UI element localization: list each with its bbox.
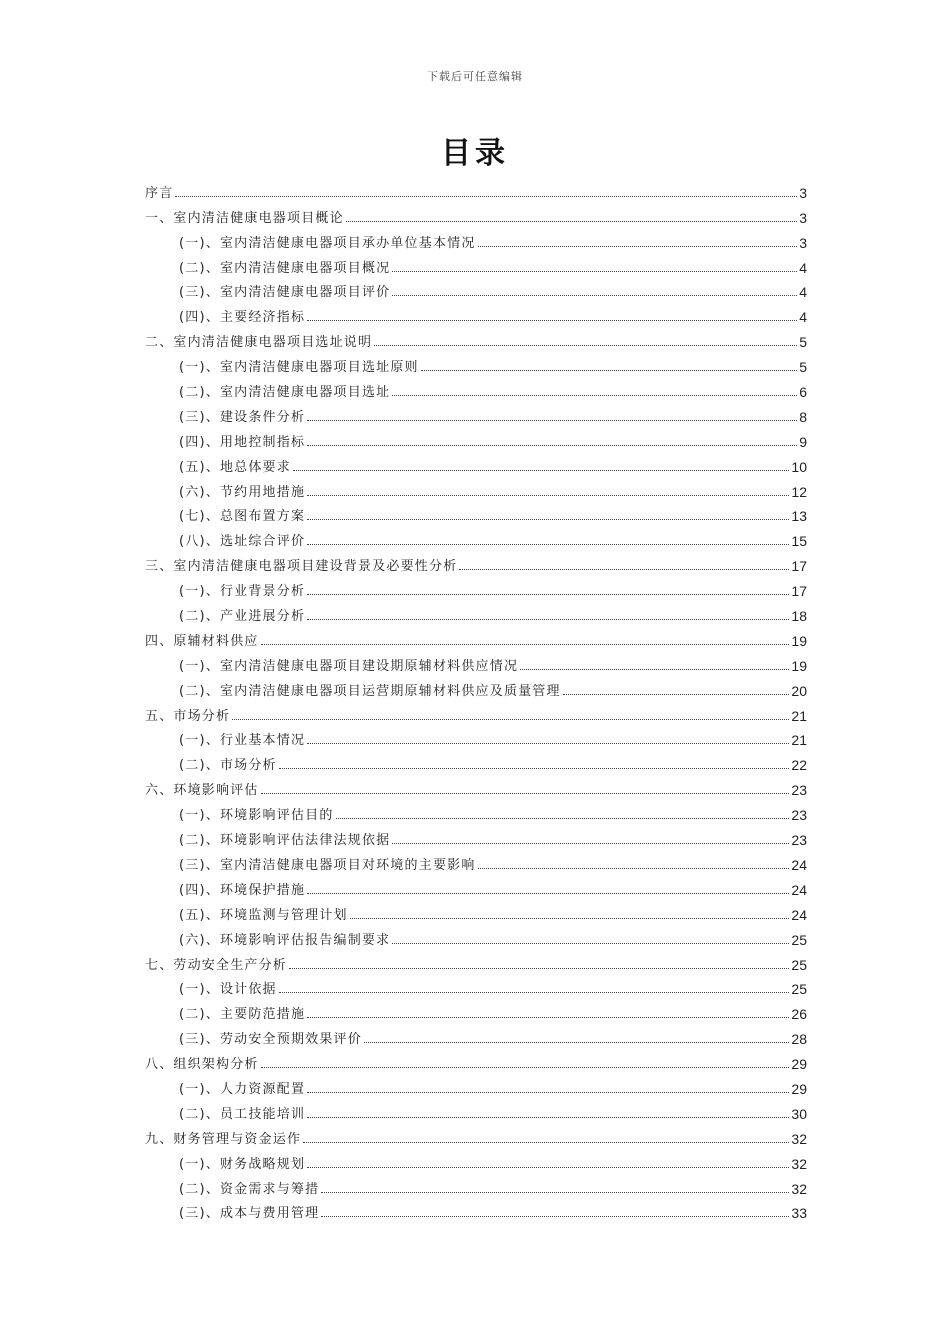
toc-entry[interactable]: [145, 400, 807, 425]
toc-entry-title: 九、财务管理与资金运作: [145, 1131, 302, 1147]
toc-dot-leader: [321, 1216, 789, 1217]
toc-entry-title: (四)、环境保护措施: [179, 882, 306, 898]
toc-entry-title: (一)、人力资源配置: [179, 1081, 306, 1097]
toc-dot-leader: [364, 1042, 789, 1043]
toc-entry[interactable]: [145, 1047, 807, 1072]
toc-dot-leader: [307, 743, 789, 744]
toc-dot-leader: [261, 793, 790, 794]
toc-page-number: 21: [791, 732, 807, 749]
toc-entry-title: (二)、产业进展分析: [179, 609, 306, 625]
toc-dot-leader: [478, 246, 798, 247]
toc-entry-title: 七、劳动安全生产分析: [145, 957, 288, 973]
toc-entry[interactable]: [145, 848, 807, 873]
toc-entry-title: (一)、室内清洁健康电器项目承办单位基本情况: [179, 235, 476, 251]
toc-entry[interactable]: [145, 549, 807, 574]
toc-page-number: 23: [791, 832, 807, 849]
toc-dot-leader: [307, 420, 797, 421]
toc-entry-title: (一)、行业基本情况: [179, 733, 306, 749]
toc-entry[interactable]: [145, 325, 807, 350]
toc-entry[interactable]: [145, 524, 807, 549]
toc-page-number: 29: [791, 1056, 807, 1073]
toc-dot-leader: [232, 719, 789, 720]
toc-entry[interactable]: [145, 798, 807, 823]
toc-page-number: 18: [791, 608, 807, 625]
toc-page-number: 5: [799, 359, 807, 376]
toc-dot-leader: [261, 644, 790, 645]
toc-dot-leader: [392, 295, 797, 296]
toc-entry[interactable]: [145, 1147, 807, 1172]
toc-entry[interactable]: [145, 350, 807, 375]
toc-entry[interactable]: [145, 276, 807, 301]
toc-entry-title: (二)、员工技能培训: [179, 1106, 306, 1122]
toc-entry[interactable]: [145, 450, 807, 475]
toc-entry-title: 四、原辅材料供应: [145, 633, 259, 649]
toc-page-number: 4: [799, 309, 807, 326]
toc-entry-title: 三、室内清洁健康电器项目建设背景及必要性分析: [145, 559, 458, 575]
toc-entry[interactable]: [145, 425, 807, 450]
toc-page-number: 17: [791, 558, 807, 575]
toc-entry-title: (二)、资金需求与筹措: [179, 1181, 320, 1197]
toc-dot-leader: [307, 1017, 789, 1018]
toc-entry[interactable]: [145, 1172, 807, 1197]
toc-page-number: 10: [791, 458, 807, 475]
toc-entry-title: (三)、建设条件分析: [179, 409, 306, 425]
toc-dot-leader: [307, 445, 797, 446]
toc-page-number: 33: [791, 1205, 807, 1222]
toc-entry-title: 序言: [145, 185, 174, 201]
toc-entry-title: 一、室内清洁健康电器项目概论: [145, 210, 344, 226]
toc-dot-leader: [336, 818, 790, 819]
toc-dot-leader: [279, 768, 790, 769]
toc-entry[interactable]: [145, 1022, 807, 1047]
toc-page-number: 3: [799, 184, 807, 201]
toc-entry-title: (一)、室内清洁健康电器项目建设期原辅材料供应情况: [179, 658, 519, 674]
toc-dot-leader: [374, 345, 797, 346]
toc-page-number: 17: [791, 583, 807, 600]
toc-entry-title: (六)、节约用地措施: [179, 484, 306, 500]
toc-page-number: 32: [791, 1180, 807, 1197]
toc-entry-title: (五)、地总体要求: [179, 459, 291, 475]
toc-dot-leader: [478, 868, 790, 869]
toc-page-number: 24: [791, 881, 807, 898]
toc-entry[interactable]: [145, 1072, 807, 1097]
toc-page-number: 3: [799, 209, 807, 226]
toc-entry[interactable]: [145, 176, 807, 201]
toc-dot-leader: [392, 843, 789, 844]
toc-dot-leader: [307, 544, 789, 545]
toc-entry[interactable]: [145, 1097, 807, 1122]
toc-entry[interactable]: [145, 201, 807, 226]
toc-page-number: 3: [799, 234, 807, 251]
toc-page-number: 19: [791, 632, 807, 649]
toc-dot-leader: [392, 271, 797, 272]
toc-page-number: 4: [799, 259, 807, 276]
toc-page-number: 5: [799, 334, 807, 351]
toc-page-number: 28: [791, 1031, 807, 1048]
header-note: 下载后可任意编辑: [427, 70, 523, 83]
toc-dot-leader: [392, 395, 797, 396]
toc-dot-leader: [563, 694, 790, 695]
toc-entry[interactable]: [145, 1122, 807, 1147]
toc-entry[interactable]: [145, 226, 807, 251]
toc-page-number: 32: [791, 1130, 807, 1147]
toc-dot-leader: [307, 1167, 789, 1168]
toc-entry-title: 二、室内清洁健康电器项目选址说明: [145, 335, 373, 351]
toc-dot-leader: [520, 669, 789, 670]
toc-dot-leader: [279, 992, 790, 993]
toc-entry-title: (一)、行业背景分析: [179, 584, 306, 600]
toc-entry-title: (二)、室内清洁健康电器项目概况: [179, 260, 391, 276]
toc-entry-title: (三)、成本与费用管理: [179, 1206, 320, 1222]
toc-entry-title: (一)、室内清洁健康电器项目选址原则: [179, 360, 419, 376]
toc-entry[interactable]: [145, 475, 807, 500]
toc-entry[interactable]: [145, 699, 807, 724]
toc-entry-title: 六、环境影响评估: [145, 783, 259, 799]
toc-entry-title: (七)、总图布置方案: [179, 509, 306, 525]
toc-entry[interactable]: [145, 873, 807, 898]
toc-dot-leader: [346, 221, 797, 222]
toc-page-number: 4: [799, 284, 807, 301]
toc-dot-leader: [307, 495, 789, 496]
toc-dot-leader: [350, 918, 790, 919]
toc-entry-title: (二)、室内清洁健康电器项目运营期原辅材料供应及质量管理: [179, 683, 561, 699]
toc-entry-title: (五)、环境监测与管理计划: [179, 907, 348, 923]
toc-dot-leader: [307, 1092, 789, 1093]
table-of-contents: [145, 176, 807, 1221]
toc-page-number: 9: [799, 433, 807, 450]
toc-entry[interactable]: [145, 923, 807, 948]
toc-entry[interactable]: [145, 724, 807, 749]
toc-entry[interactable]: [145, 574, 807, 599]
toc-entry[interactable]: [145, 898, 807, 923]
toc-dot-leader: [459, 569, 789, 570]
toc-dot-leader: [307, 619, 789, 620]
toc-page-number: 21: [791, 707, 807, 724]
toc-page-number: 23: [791, 807, 807, 824]
toc-page-number: 32: [791, 1155, 807, 1172]
toc-page-number: 13: [791, 508, 807, 525]
toc-dot-leader: [307, 893, 789, 894]
toc-entry-title: (八)、选址综合评价: [179, 534, 306, 550]
toc-dot-leader: [261, 1067, 790, 1068]
toc-dot-leader: [303, 1142, 789, 1143]
toc-entry-title: (三)、室内清洁健康电器项目评价: [179, 285, 391, 301]
toc-dot-leader: [392, 943, 789, 944]
toc-dot-leader: [289, 968, 789, 969]
toc-page-number: 30: [791, 1105, 807, 1122]
toc-page-number: 22: [791, 757, 807, 774]
toc-page-number: 12: [791, 483, 807, 500]
toc-entry[interactable]: [145, 624, 807, 649]
toc-entry[interactable]: [145, 375, 807, 400]
page-title: 目录: [441, 136, 509, 171]
toc-page-number: 29: [791, 1080, 807, 1097]
toc-entry-title: (四)、用地控制指标: [179, 434, 306, 450]
toc-dot-leader: [321, 1192, 789, 1193]
toc-entry-title: (三)、室内清洁健康电器项目对环境的主要影响: [179, 857, 476, 873]
toc-page-number: 24: [791, 906, 807, 923]
toc-page-number: 8: [799, 408, 807, 425]
toc-page-number: 26: [791, 1006, 807, 1023]
toc-dot-leader: [307, 1117, 789, 1118]
toc-entry-title: (二)、室内清洁健康电器项目选址: [179, 385, 391, 401]
toc-entry-title: (二)、环境影响评估法律法规依据: [179, 833, 391, 849]
toc-entry-title: 八、组织架构分析: [145, 1057, 259, 1073]
toc-entry-title: (六)、环境影响评估报告编制要求: [179, 932, 391, 948]
toc-dot-leader: [175, 196, 797, 197]
toc-page-number: 6: [799, 384, 807, 401]
toc-page-number: 25: [791, 981, 807, 998]
toc-entry-title: (一)、财务战略规划: [179, 1156, 306, 1172]
toc-entry-title: (四)、主要经济指标: [179, 310, 306, 326]
toc-page-number: 25: [791, 931, 807, 948]
toc-entry[interactable]: [145, 674, 807, 699]
toc-entry[interactable]: [145, 251, 807, 276]
toc-entry[interactable]: [145, 997, 807, 1022]
toc-entry[interactable]: [145, 649, 807, 674]
toc-page-number: 23: [791, 782, 807, 799]
toc-entry[interactable]: [145, 823, 807, 848]
toc-entry-title: (一)、环境影响评估目的: [179, 808, 334, 824]
toc-entry-title: (三)、劳动安全预期效果评价: [179, 1032, 362, 1048]
toc-entry-title: (二)、主要防范措施: [179, 1007, 306, 1023]
toc-entry-title: 五、市场分析: [145, 708, 231, 724]
toc-entry[interactable]: [145, 773, 807, 798]
toc-entry[interactable]: [145, 748, 807, 773]
toc-entry[interactable]: [145, 300, 807, 325]
toc-entry-title: (一)、设计依据: [179, 982, 277, 998]
toc-page-number: 20: [791, 682, 807, 699]
toc-entry[interactable]: [145, 1197, 807, 1222]
toc-entry[interactable]: [145, 500, 807, 525]
toc-dot-leader: [307, 594, 789, 595]
toc-entry[interactable]: [145, 599, 807, 624]
toc-dot-leader: [293, 470, 789, 471]
toc-entry[interactable]: [145, 948, 807, 973]
toc-page-number: 24: [791, 856, 807, 873]
toc-dot-leader: [421, 370, 797, 371]
toc-page-number: 15: [791, 533, 807, 550]
toc-entry[interactable]: [145, 973, 807, 998]
toc-dot-leader: [307, 320, 797, 321]
toc-page-number: 19: [791, 657, 807, 674]
toc-entry-title: (二)、市场分析: [179, 758, 277, 774]
toc-page-number: 25: [791, 956, 807, 973]
toc-dot-leader: [307, 519, 789, 520]
